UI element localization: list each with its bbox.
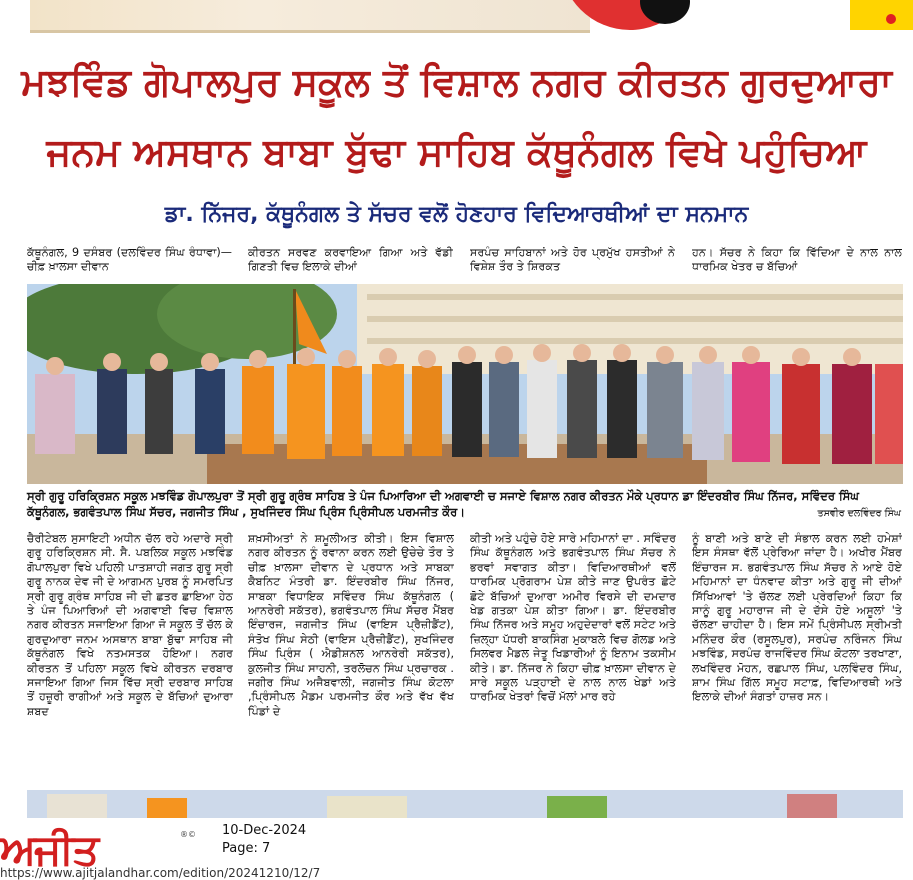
article-column-3: ਕੀਤੀ ਅਤੇ ਪਹੁੰਚੇ ਹੋਏ ਸਾਰੇ ਮਹਿਮਾਨਾਂ ਦਾ . ਸਵਿੰਦਰ ਸਿੰਘ ਕੱਥੂਨੰਗਲ ਅਤੇ ਭਗਵੰਤਪਾਲ ਸਿੰਘ ਸੱਚਰ ਨੇ ਭਰਵਾਂ ਸਵਾਗਤ ਕੀਤਾ। ਵਿਦਿਆਰਥੀਆਂ ਵਲੋਂ ਧਾਰਮਿਕ ਪ੍ਰੋਗਰਾਮ ਪੇਸ਼ ਕੀਤੇ ਜਾਣ ਉਪਰੰਤ ਛੋਟੇ ਛੋਟੇ ਬੱਚਿਆਂ ਦੁਆਰਾ ਅਮੀਰ ਵਿਰਸੇ ਦੀ ਦਮਦਾਰ ਖੇਡ ਗਤਕਾ ਪੇਸ਼ ਕੀਤਾ ਗਿਆ। ਡਾ. ਇੰਦਰਬੀਰ ਸਿੰਘ ਨਿੱਜਰ ਅਤੇ ਸਮੂਹ ਅਹੁਦੇਦਾਰਾਂ ਵਲੋਂ ਸਟੇਟ ਅਤੇ ਜ਼ਿਲ੍ਹਾ ਪੱਧਰੀ ਬਾਕਸਿੰਗ ਮੁਕਾਬਲੇ ਵਿਚ ਗੋਲਡ ਅਤੇ ਸਿਲਵਰ ਮੈਡਲ ਜੇਤੂ ਖਿਡਾਰੀਆਂ ਨੂੰ ਇਨਾਮ ਤਕਸੀਮ ਕੀਤੇ। ਡਾ. ਨਿੱਜਰ ਨੇ ਕਿਹਾ ਚੀਫ਼ ਖ਼ਾਲਸਾ ਦੀਵਾਨ ਦੇ ਸਾਰੇ ਸਕੂਲ ਪੜ੍ਹਾਈ ਦੇ ਨਾਲ ਨਾਲ ਖੇਡਾਂ ਅਤੇ ਧਾਰਮਿਕ ਖੇਤਰਾਂ ਵਿਚੋਂ ਮੱਲਾਂ ਮਾਰ ਰਹੇ xyxy=(470,532,676,704)
page-number: Page: 7 xyxy=(222,841,271,856)
edition-url[interactable]: https://www.ajitjalandhar.com/edition/20241210/12/7 xyxy=(0,866,321,880)
article-column-4: ਨੂੰ ਬਾਣੀ ਅਤੇ ਬਾਣੇ ਦੀ ਸੰਭਾਲ ਕਰਨ ਲਈ ਹਮੇਸ਼ਾਂ ਇਸ ਸੰਸਥਾ ਵੱਲੋਂ ਪ੍ਰੇਰਿਆ ਜਾਂਦਾ ਹੈ। ਅਖੀਰ ਮੈਂਬਰ ਇੰਚਾਰਜ ਸ. ਭਗਵੰਤਪਾਲ ਸਿੰਘ ਸੱਚਰ ਨੇ ਆਏ ਹੋਏ ਮਹਿਮਾਨਾਂ ਦਾ ਧੰਨਵਾਦ ਕੀਤਾ ਅਤੇ ਗੁਰੂ ਜੀ ਦੀਆਂ ਸਿੱਖਿਆਵਾਂ 'ਤੇ ਚੱਲਣ ਲਈ ਪ੍ਰੇਰਦਿਆਂ ਕਿਹਾ ਕਿ ਸਾਨੂੰ ਗੁਰੂ ਮਹਾਰਾਜ ਜੀ ਦੇ ਦੱਸੇ ਹੋਏ ਅਸੂਲਾਂ 'ਤੇ ਚੱਲਣਾ ਚਾਹੀਦਾ ਹੈ। ਇਸ ਸਮੇਂ ਪ੍ਰਿੰਸੀਪਲ ਸ੍ਰੀਮਤੀ ਮਨਿੰਦਰ ਕੌਰ (ਰਸੂਲਪੁਰ), ਸਰਪੰਚ ਨਰਿੰਜਨ ਸਿੰਘ ਮਝਵਿੰਡ, ਸਰਪੰਚ ਰਾਜਵਿੰਦਰ ਸਿੰਘ ਕੋਟਲਾ ਤਰਖਾਣਾ, ਲਖਵਿੰਦਰ ਮੋਹਨ, ਰਛਪਾਲ ਸਿੰਘ, ਪਲਵਿੰਦਰ ਸਿੰਘ, ਸ਼ਾਮ ਸਿੰਘ ਗਿੱਲ ਸਮੂਹ ਸਟਾਫ਼, ਵਿਦਿਆਰਥੀ ਅਤੇ ਇਲਾਕੇ ਦੀਆਂ ਸੰਗਤਾਂ ਹਾਜ਼ਰ ਸਨ। xyxy=(692,532,902,704)
photo-caption xyxy=(27,488,903,520)
event-photo xyxy=(27,284,903,484)
photo-credit: ਤਸਵੀਰ ਦਲਵਿੰਦਰ ਸਿੰਘ xyxy=(817,508,901,519)
headline-line-1: ਮਝਵਿੰਡ ਗੋਪਾਲਪੁਰ ਸਕੂਲ ਤੋਂ ਵਿਸ਼ਾਲ ਨਗਰ ਕੀਰਤਨ ਗੁਰਦੁਆਰਾ xyxy=(21,60,892,104)
article-column-top-1: ਕੱਥੂਨੰਗਲ, 9 ਦਸੰਬਰ (ਦਲਵਿੰਦਰ ਸਿੰਘ ਰੰਧਾਵਾ)—ਚੀਫ਼ ਖ਼ਾਲਸਾ ਦੀਵਾਨ xyxy=(27,246,232,274)
article-column-1: ਚੈਰੀਟੇਬਲ ਸੁਸਾਇਟੀ ਅਧੀਨ ਚੱਲ ਰਹੇ ਅਦਾਰੇ ਸ੍ਰੀ ਗੁਰੂ ਹਰਿਕ੍ਰਿਸ਼ਨ ਸੀ. ਸੈ. ਪਬਲਿਕ ਸਕੂਲ ਮਝਵਿੰਡ ਗੋਪਾਲਪੁਰਾ ਵਿਖੇ ਪਹਿਲੀ ਪਾਤਸ਼ਾਹੀ ਜਗਤ ਗੁਰੂ ਸ੍ਰੀ ਗੁਰੂ ਨਾਨਕ ਦੇਵ ਜੀ ਦੇ ਆਗਮਨ ਪੁਰਬ ਨੂੰ ਸਮਰਪਿਤ ਸ੍ਰੀ ਗੁਰੂ ਗ੍ਰੰਥ ਸਾਹਿਬ ਜੀ ਦੀ ਛਤਰ ਛਾਇਆ ਹੇਠ ਤੇ ਪੰਜ ਪਿਆਰਿਆਂ ਦੀ ਅਗਵਾਈ ਵਿਚ ਵਿਸ਼ਾਲ ਨਗਰ ਕੀਰਤਨ ਸਜਾਇਆ ਗਿਆ ਜੋ ਸਕੂਲ ਤੋਂ ਚੱਲ ਕੇ ਗੁਰਦੁਆਰਾ ਜਨਮ ਅਸਥਾਨ ਬਾਬਾ ਬੁੱਢਾ ਸਾਹਿਬ ਜੀ ਕੱਥੂਨੰਗਲ ਵਿਖੇ ਨਤਮਸਤਕ ਹੋਇਆ। ਨਗਰ ਕੀਰਤਨ ਤੋਂ ਪਹਿਲਾ ਸਕੂਲ ਵਿਖੇ ਕੀਰਤਨ ਦਰਬਾਰ ਸਜਾਇਆ ਗਿਆ ਜਿਸ ਵਿੱਚ ਸ੍ਰੀ ਦਰਬਾਰ ਸਾਹਿਬ ਤੋਂ ਹਜ਼ੂਰੀ ਰਾਗੀਆਂ ਅਤੇ ਸਕੂਲ ਦੇ ਬੱਚਿਆਂ ਦੁਆਰਾ ਸ਼ਬਦ xyxy=(27,532,233,718)
article-column-2: ਸ਼ਖ਼ਸੀਅਤਾਂ ਨੇ ਸ਼ਮੂਲੀਅਤ ਕੀਤੀ। ਇਸ ਵਿਸ਼ਾਲ ਨਗਰ ਕੀਰਤਨ ਨੂੰ ਰਵਾਨਾ ਕਰਨ ਲਈ ਉਚੇਚੇ ਤੌਰ ਤੇ ਚੀਫ਼ ਖ਼ਾਲਸਾ ਦੀਵਾਨ ਦੇ ਪ੍ਰਧਾਨ ਅਤੇ ਸਾਬਕਾ ਕੈਬਨਿਟ ਮੰਤਰੀ ਡਾ. ਇੰਦਰਬੀਰ ਸਿੰਘ ਨਿੱਜਰ, ਸਾਬਕਾ ਵਿਧਾਇਕ ਸਵਿੰਦਰ ਸਿੰਘ ਕੱਥੂਨੰਗਲ ( ਆਨਰੇਰੀ ਸਕੱਤਰ), ਭਗਵੰਤਪਾਲ ਸਿੰਘ ਸੱਚਰ ਮੈਂਬਰ ਇੰਚਾਰਜ, ਜਗਜੀਤ ਸਿੰਘ (ਵਾਇਸ ਪ੍ਰੈਜ਼ੀਡੈਂਟ), ਸੰਤੋਖ ਸਿੰਘ ਸੇਠੀ (ਵਾਇਸ ਪ੍ਰੈਜ਼ੀਡੈਂਟ), ਸੁਖਜਿੰਦਰ ਸਿੰਘ ਪ੍ਰਿੰਸ ( ਐਡੀਸ਼ਨਲ ਆਨਰੇਰੀ ਸਕੱਤਰ), ਕੁਲਜੀਤ ਸਿੰਘ ਸਾਹਨੀ, ਤਰਲੋਚਨ ਸਿੰਘ ਪ੍ਰਚਾਰਕ . ਜਗੀਰ ਸਿੰਘ ਅਜੈਬਵਾਲੀ, ਜਗਜੀਤ ਸਿੰਘ ਕੋਟਲਾ ,ਪ੍ਰਿੰਸੀਪਲ ਮੈਡਮ ਪਰਮਜੀਤ ਕੌਰ ਅਤੇ ਵੱਖ ਵੱਖ ਪਿੰਡਾਂ ਦੇ xyxy=(248,532,454,718)
article-column-top-4: ਹਨ। ਸੱਚਰ ਨੇ ਕਿਹਾ ਕਿ ਵਿੱਦਿਆ ਦੇ ਨਾਲ ਨਾਲ ਧਾਰਮਿਕ ਖੇਤਰ ਚ ਬੱਚਿਆਂ xyxy=(692,246,902,274)
article-column-top-3: ਸਰਪੰਚ ਸਾਹਿਬਾਨਾਂ ਅਤੇ ਹੋਰ ਪ੍ਰਮੁੱਖ ਹਸਤੀਆਂ ਨੇ ਵਿਸ਼ੇਸ਼ ਤੌਰ ਤੇ ਸ਼ਿਰਕਤ xyxy=(470,246,675,274)
edition-date: 10-Dec-2024 xyxy=(222,823,307,838)
top-banner-graphic xyxy=(0,0,913,34)
bottom-photo-strip xyxy=(27,790,903,818)
photo-caption-text: ਸ੍ਰੀ ਗੁਰੂ ਹਰਿਕ੍ਰਿਸ਼ਨ ਸਕੂਲ ਮਝਵਿੰਡ ਗੋਪਾਲਪੁਰਾ ਤੋਂ ਸ੍ਰੀ ਗੁਰੂ ਗ੍ਰੰਥ ਸਾਹਿਬ ਤੇ ਪੰਜ ਪਿਆਰਿਆ ਦੀ ਅਗਵਾਈ ਚ ਸਜਾਏ ਵਿਸ਼ਾਲ ਨਗਰ ਕੀਰਤਨ ਮੌਕੇ ਪ੍ਰਧਾਨ ਡਾ ਇੰਦਰਬੀਰ ਸਿੰਘ ਨਿੱਜਰ, ਸਵਿੰਦਰ ਸਿੰਘ ਕੱਥੂਨੰਗਲ, ਭਗਵੰਤਪਾਲ ਸਿੰਘ ਸੱਚਰ, ਜਗਜੀਤ ਸਿੰਘ , ਸੁਖਜਿੰਦਰ ਸਿੰਘ ਪ੍ਰਿੰਸ ਪ੍ਰਿੰਸੀਪਲ ਪਰਮਜੀਤ ਕੌਰ। xyxy=(27,489,859,519)
registered-mark: ®© xyxy=(180,830,196,839)
article-column-top-2: ਕੀਰਤਨ ਸਰਵਣ ਕਰਵਾਇਆ ਗਿਆ ਅਤੇ ਵੱਡੀ ਗਿਣਤੀ ਵਿਚ ਇਲਾਕੇ ਦੀਆਂ xyxy=(248,246,453,274)
newspaper-logo: ਅਜੀਤ xyxy=(0,825,98,874)
headline-line-2: ਜਨਮ ਅਸਥਾਨ ਬਾਬਾ ਬੁੱਢਾ ਸਾਹਿਬ ਕੱਥੂਨੰਗਲ ਵਿਖੇ ਪਹੁੰਚਿਆ xyxy=(46,130,867,174)
subheadline: ਡਾ. ਨਿੱਜਰ, ਕੱਥੂਨੰਗਲ ਤੇ ਸੱਚਰ ਵਲੋਂ ਹੋਣਹਾਰ ਵਿਦਿਆਰਥੀਆਂ ਦਾ ਸਨਮਾਨ xyxy=(164,202,749,227)
